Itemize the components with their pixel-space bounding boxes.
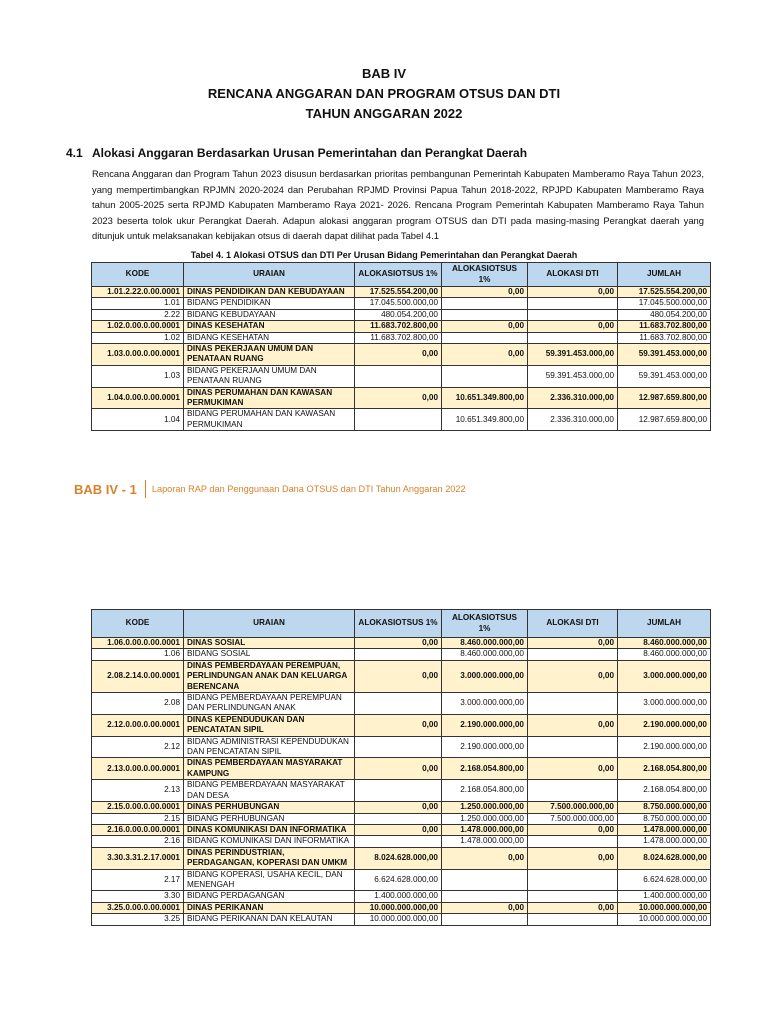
cell-otsus-1: 0,00 [355, 344, 442, 366]
cell-otsus-2 [442, 298, 528, 309]
cell-uraian: BIDANG PEMBERDAYAAN PEREMPUAN DAN PERLINDUNGAN ANAK [184, 693, 355, 715]
cell-dti: 7.500.000.000,00 [528, 802, 618, 813]
cell-jumlah: 3.000.000.000,00 [618, 693, 711, 715]
cell-kode: 2.13.0.00.0.00.0001 [92, 758, 184, 780]
cell-uraian: BIDANG PERDAGANGAN [184, 891, 355, 902]
table-row-dinas [92, 287, 711, 298]
table-row-dinas [92, 321, 711, 332]
footer-divider [145, 480, 146, 498]
cell-dti [528, 780, 618, 802]
cell-uraian: BIDANG KOMUNIKASI DAN INFORMATIKA [184, 836, 355, 847]
table-row-bidang [92, 693, 711, 715]
cell-uraian: DINAS PENDIDIKAN DAN KEBUDAYAAN [184, 287, 355, 298]
cell-otsus-1: 6.624.628.000,00 [355, 869, 442, 891]
table-row-bidang [92, 780, 711, 802]
cell-dti: 0,00 [528, 847, 618, 869]
col-dti: ALOKASI DTI [528, 610, 618, 638]
cell-otsus-2 [442, 891, 528, 902]
cell-uraian: BIDANG ADMINISTRASI KEPENDUDUKAN DAN PENCATATAN SIPIL [184, 736, 355, 758]
cell-jumlah: 2.168.054.800,00 [618, 780, 711, 802]
col-dti: ALOKASI DTI [528, 263, 618, 287]
cell-otsus-1 [355, 813, 442, 824]
cell-otsus-2: 2.190.000.000,00 [442, 714, 528, 736]
cell-otsus-2: 0,00 [442, 344, 528, 366]
cell-dti [528, 649, 618, 660]
table-row-dinas [92, 714, 711, 736]
table-row-bidang [92, 409, 711, 431]
cell-otsus-2: 1.250.000.000,00 [442, 802, 528, 813]
cell-otsus-2 [442, 332, 528, 343]
cell-kode: 2.12 [92, 736, 184, 758]
cell-dti [528, 891, 618, 902]
table-row-bidang [92, 332, 711, 343]
cell-jumlah: 17.045.500.000,00 [618, 298, 711, 309]
col-otsus-2: ALOKASIOTSUS 1% [442, 263, 528, 287]
cell-uraian: BIDANG PEMBERDAYAAN MASYARAKAT DAN DESA [184, 780, 355, 802]
cell-otsus-2: 0,00 [442, 902, 528, 913]
cell-jumlah: 11.683.702.800,00 [618, 321, 711, 332]
cell-jumlah: 10.000.000.000,00 [618, 914, 711, 925]
cell-otsus-1 [355, 409, 442, 431]
cell-otsus-1: 11.683.702.800,00 [355, 332, 442, 343]
cell-otsus-1 [355, 836, 442, 847]
cell-kode: 2.22 [92, 309, 184, 320]
section-title: Alokasi Anggaran Berdasarkan Urusan Pemerintahan dan Perangkat Daerah [92, 146, 528, 160]
cell-dti: 0,00 [528, 321, 618, 332]
cell-dti [528, 332, 618, 343]
table-row-bidang [92, 736, 711, 758]
cell-kode: 3.30.3.31.2.17.0001 [92, 847, 184, 869]
cell-jumlah: 3.000.000.000,00 [618, 660, 711, 692]
cell-jumlah: 8.460.000.000,00 [618, 638, 711, 649]
cell-uraian: BIDANG PERUMAHAN DAN KAWASAN PERMUKIMAN [184, 409, 355, 431]
table-header-row [92, 610, 711, 638]
col-jumlah: JUMLAH [618, 610, 711, 638]
cell-jumlah: 1.478.000.000,00 [618, 836, 711, 847]
col-jumlah: JUMLAH [618, 263, 711, 287]
table-row-dinas [92, 387, 711, 409]
cell-jumlah: 2.190.000.000,00 [618, 714, 711, 736]
table-row-bidang [92, 298, 711, 309]
cell-otsus-2: 2.168.054.800,00 [442, 780, 528, 802]
chapter-title: RENCANA ANGGARAN DAN PROGRAM OTSUS DAN DTI [207, 86, 561, 101]
cell-kode: 2.16.0.00.0.00.0001 [92, 824, 184, 835]
cell-kode: 1.02 [92, 332, 184, 343]
cell-dti: 7.500.000.000,00 [528, 813, 618, 824]
cell-jumlah: 1.400.000.000,00 [618, 891, 711, 902]
cell-dti [528, 736, 618, 758]
col-uraian: URAIAN [184, 610, 355, 638]
cell-kode: 2.17 [92, 869, 184, 891]
cell-otsus-2: 2.190.000.000,00 [442, 736, 528, 758]
table-row-dinas [92, 660, 711, 692]
cell-otsus-1: 0,00 [355, 660, 442, 692]
cell-uraian: BIDANG PERHUBUNGAN [184, 813, 355, 824]
cell-otsus-1 [355, 736, 442, 758]
table-row-bidang [92, 869, 711, 891]
page-footer [74, 480, 466, 498]
cell-kode: 1.06 [92, 649, 184, 660]
cell-otsus-1 [355, 365, 442, 387]
cell-dti [528, 914, 618, 925]
cell-kode: 3.30 [92, 891, 184, 902]
table-row-bidang [92, 309, 711, 320]
cell-dti [528, 836, 618, 847]
cell-otsus-2: 8.460.000.000,00 [442, 638, 528, 649]
table-row-bidang [92, 914, 711, 925]
cell-otsus-2: 3.000.000.000,00 [442, 693, 528, 715]
cell-uraian: DINAS PERHUBUNGAN [184, 802, 355, 813]
cell-dti: 0,00 [528, 638, 618, 649]
chapter-year: TAHUN ANGGARAN 2022 [305, 106, 463, 121]
cell-otsus-2 [442, 869, 528, 891]
table-row-bidang [92, 891, 711, 902]
cell-jumlah: 12.987.659.800,00 [618, 409, 711, 431]
cell-jumlah: 8.750.000.000,00 [618, 813, 711, 824]
table-row-bidang [92, 836, 711, 847]
col-kode: KODE [92, 610, 184, 638]
cell-uraian: DINAS KOMUNIKASI DAN INFORMATIKA [184, 824, 355, 835]
table-row-bidang [92, 813, 711, 824]
col-uraian: URAIAN [184, 263, 355, 287]
cell-uraian: BIDANG SOSIAL [184, 649, 355, 660]
cell-kode: 3.25 [92, 914, 184, 925]
allocation-table-2 [91, 609, 711, 926]
cell-otsus-1 [355, 780, 442, 802]
cell-uraian: DINAS PERINDUSTRIAN, PERDAGANGAN, KOPERASI DAN UMKM [184, 847, 355, 869]
table-header-row [92, 263, 711, 287]
cell-uraian: DINAS PERIKANAN [184, 902, 355, 913]
cell-uraian: DINAS SOSIAL [184, 638, 355, 649]
cell-kode: 1.01 [92, 298, 184, 309]
cell-kode: 2.08 [92, 693, 184, 715]
section-heading [66, 146, 527, 160]
cell-otsus-2: 1.478.000.000,00 [442, 824, 528, 835]
cell-otsus-1: 10.000.000.000,00 [355, 914, 442, 925]
cell-dti: 0,00 [528, 660, 618, 692]
cell-otsus-2: 10.651.349.800,00 [442, 387, 528, 409]
cell-kode: 1.01.2.22.0.00.0001 [92, 287, 184, 298]
table-row-dinas [92, 638, 711, 649]
cell-jumlah: 59.391.453.000,00 [618, 365, 711, 387]
intro-paragraph: Rencana Anggaran dan Program Tahun 2023 disusun berdasarkan prioritas pembangunan Pemerintah Kabupaten Mamberamo Raya Tahun 2023, yang mempertimbangkan RPJMN 2020-2024 dan Perubahan RPJMD Provinsi Papua Tahun 2018-2022, RPJPD Kabupaten Mamberamo Raya tahun 2005-2025 serta RPJMD Kabupaten Mamberamo Raya 2021- 2026. Rencana Program Pemerintah Kabupaten Mamberamo Raya Tahun 2023 beserta tolok ukur Perangkat Daerah. Adapun alokasi anggaran program OTSUS dan DTI pada masing-masing Perangkat daerah yang ditunjuk untuk melaksanakan kebijakan otsus di daerah dapat dilihat pada Tabel 4.1 [92, 168, 704, 242]
cell-otsus-2: 10.651.349.800,00 [442, 409, 528, 431]
cell-dti: 59.391.453.000,00 [528, 365, 618, 387]
cell-jumlah: 17.525.554.200,00 [618, 287, 711, 298]
cell-otsus-1 [355, 649, 442, 660]
cell-jumlah: 8.750.000.000,00 [618, 802, 711, 813]
cell-dti: 59.391.453.000,00 [528, 344, 618, 366]
chapter-number: BAB IV [361, 66, 407, 81]
cell-dti [528, 309, 618, 320]
allocation-table-1 [91, 262, 711, 431]
cell-otsus-1: 0,00 [355, 758, 442, 780]
cell-kode: 1.04.0.00.0.00.0001 [92, 387, 184, 409]
cell-kode: 1.06.0.00.0.00.0001 [92, 638, 184, 649]
table-row-dinas [92, 344, 711, 366]
cell-otsus-1: 480.054.200,00 [355, 309, 442, 320]
cell-otsus-1: 8.024.628.000,00 [355, 847, 442, 869]
cell-kode: 2.15 [92, 813, 184, 824]
footer-page-label: BAB IV - 1 [74, 481, 137, 497]
cell-otsus-2: 8.460.000.000,00 [442, 649, 528, 660]
table-row-dinas [92, 902, 711, 913]
cell-uraian: DINAS PERUMAHAN DAN KAWASAN PERMUKIMAN [184, 387, 355, 409]
cell-uraian: BIDANG PERIKANAN DAN KELAUTAN [184, 914, 355, 925]
section-number: 4.1 [66, 146, 83, 160]
cell-kode: 2.08.2.14.0.00.0001 [92, 660, 184, 692]
cell-jumlah: 11.683.702.800,00 [618, 332, 711, 343]
cell-otsus-2 [442, 309, 528, 320]
cell-dti: 0,00 [528, 287, 618, 298]
cell-otsus-1: 17.045.500.000,00 [355, 298, 442, 309]
cell-kode: 2.15.0.00.0.00.0001 [92, 802, 184, 813]
cell-otsus-1: 0,00 [355, 638, 442, 649]
cell-jumlah: 10.000.000.000,00 [618, 902, 711, 913]
cell-dti: 2.336.310.000,00 [528, 387, 618, 409]
cell-otsus-1: 11.683.702.800,00 [355, 321, 442, 332]
cell-uraian: DINAS PEKERJAAN UMUM DAN PENATAAN RUANG [184, 344, 355, 366]
cell-uraian: BIDANG KEBUDAYAAN [184, 309, 355, 320]
footer-text: Laporan RAP dan Penggunaan Dana OTSUS dan DTI Tahun Anggaran 2022 [151, 484, 466, 494]
col-otsus-1: ALOKASIOTSUS 1% [355, 263, 442, 287]
cell-jumlah: 2.190.000.000,00 [618, 736, 711, 758]
cell-otsus-1: 17.525.554.200,00 [355, 287, 442, 298]
col-otsus-2: ALOKASIOTSUS 1% [442, 610, 528, 638]
cell-jumlah: 8.460.000.000,00 [618, 649, 711, 660]
cell-uraian: DINAS KEPENDUDUKAN DAN PENCATATAN SIPIL [184, 714, 355, 736]
cell-jumlah: 2.168.054.800,00 [618, 758, 711, 780]
cell-otsus-2: 2.168.054.800,00 [442, 758, 528, 780]
table-row-dinas [92, 758, 711, 780]
cell-otsus-1 [355, 693, 442, 715]
table-row-dinas [92, 847, 711, 869]
cell-uraian: BIDANG PENDIDIKAN [184, 298, 355, 309]
cell-otsus-2 [442, 365, 528, 387]
cell-dti [528, 298, 618, 309]
cell-otsus-1: 1.400.000.000,00 [355, 891, 442, 902]
cell-kode: 2.13 [92, 780, 184, 802]
cell-dti: 0,00 [528, 902, 618, 913]
cell-kode: 1.04 [92, 409, 184, 431]
cell-otsus-2: 0,00 [442, 847, 528, 869]
cell-kode: 3.25.0.00.0.00.0001 [92, 902, 184, 913]
cell-otsus-2: 0,00 [442, 321, 528, 332]
cell-jumlah: 12.987.659.800,00 [618, 387, 711, 409]
cell-kode: 1.02.0.00.0.00.0001 [92, 321, 184, 332]
cell-dti: 0,00 [528, 714, 618, 736]
cell-uraian: DINAS PEMBERDAYAAN MASYARAKAT KAMPUNG [184, 758, 355, 780]
table-row-bidang [92, 365, 711, 387]
cell-otsus-2: 3.000.000.000,00 [442, 660, 528, 692]
cell-otsus-2 [442, 914, 528, 925]
cell-otsus-1: 0,00 [355, 714, 442, 736]
cell-dti: 2.336.310.000,00 [528, 409, 618, 431]
col-kode: KODE [92, 263, 184, 287]
cell-dti [528, 693, 618, 715]
cell-kode: 1.03 [92, 365, 184, 387]
table-row-dinas [92, 824, 711, 835]
table-row-dinas [92, 802, 711, 813]
cell-uraian: DINAS KESEHATAN [184, 321, 355, 332]
table-caption: Tabel 4. 1 Alokasi OTSUS dan DTI Per Urusan Bidang Pemerintahan dan Perangkat Daerah [190, 250, 578, 260]
table-row-bidang [92, 649, 711, 660]
cell-dti: 0,00 [528, 824, 618, 835]
cell-otsus-2: 1.250.000.000,00 [442, 813, 528, 824]
cell-dti: 0,00 [528, 758, 618, 780]
cell-jumlah: 59.391.453.000,00 [618, 344, 711, 366]
col-otsus-1: ALOKASIOTSUS 1% [355, 610, 442, 638]
cell-otsus-1: 10.000.000.000,00 [355, 902, 442, 913]
cell-otsus-1: 0,00 [355, 802, 442, 813]
cell-jumlah: 1.478.000.000,00 [618, 824, 711, 835]
cell-kode: 1.03.0.00.0.00.0001 [92, 344, 184, 366]
cell-uraian: BIDANG KESEHATAN [184, 332, 355, 343]
cell-uraian: BIDANG KOPERASI, USAHA KECIL, DAN MENENGAH [184, 869, 355, 891]
cell-jumlah: 480.054.200,00 [618, 309, 711, 320]
cell-kode: 2.16 [92, 836, 184, 847]
cell-dti [528, 869, 618, 891]
cell-kode: 2.12.0.00.0.00.0001 [92, 714, 184, 736]
cell-otsus-2: 1.478.000.000,00 [442, 836, 528, 847]
cell-uraian: DINAS PEMBERDAYAAN PEREMPUAN, PERLINDUNGAN ANAK DAN KELUARGA BERENCANA [184, 660, 355, 692]
cell-otsus-1: 0,00 [355, 387, 442, 409]
cell-otsus-2: 0,00 [442, 287, 528, 298]
cell-uraian: BIDANG PEKERJAAN UMUM DAN PENATAAN RUANG [184, 365, 355, 387]
cell-otsus-1: 0,00 [355, 824, 442, 835]
cell-jumlah: 8.024.628.000,00 [618, 847, 711, 869]
cell-jumlah: 6.624.628.000,00 [618, 869, 711, 891]
